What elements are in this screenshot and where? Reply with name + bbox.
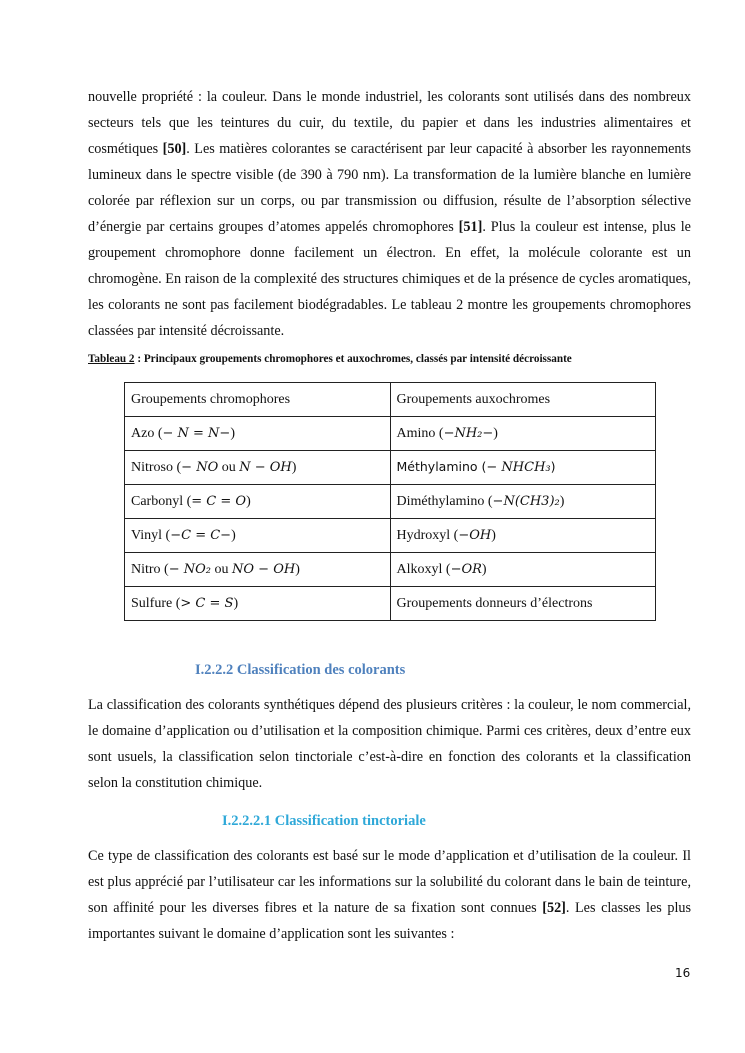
tinctorial-paragraph [88,843,691,947]
page-number: 16 [675,966,691,980]
paragraph-text: nouvelle propriété : la couleur. Dans le monde industriel, les colorants sont utilisés dans des nombreux secteurs tels que les teintures du cuir, du textile, du papier et dans les industries alimentaires et cosmétiques [88,89,691,157]
table-caption-label: Tableau 2 [88,353,135,365]
chromophore-cell: Sulfure (> C = S) [125,587,391,621]
table-row [125,587,656,621]
chromophore-table [124,382,656,621]
table-row [125,485,656,519]
auxochrome-cell: Amino (−NH₂−) [390,417,656,451]
auxochrome-cell: Méthylamino (− NHCH₃) [390,451,656,485]
table-caption-text: : Principaux groupements chromophores et auxochromes, classés par intensité décroissante [134,353,572,365]
table-row [125,417,656,451]
chromophore-cell: Azo (− N = N−) [125,417,391,451]
auxochrome-cell: Groupements donneurs d’électrons [390,587,656,621]
paragraph-text: . Plus la couleur est intense, plus le groupement chromophore donne facilement un électron. En effet, la molécule colorante est un chromogène. En raison de la complexité des structures chimiques et de la présence de cycles aromatiques, les colorants ne sont pas facilement biodégradables. Le tableau 2 montre les groupements chromophores classées par intensité décroissante. [88,219,691,339]
citation-ref: [51] [458,219,483,235]
citation-ref: [50] [162,141,187,157]
table-header-row [125,383,656,417]
subsection-heading: I.2.2.2.1 Classification tinctoriale [222,813,426,829]
intro-paragraph [88,84,691,344]
auxochrome-cell: Hydroxyl (−OH) [390,519,656,553]
paragraph-text: . Les classes les plus importantes suivant le domaine d’application sont les suivantes : [88,900,691,942]
classification-paragraph: La classification des colorants synthétiques dépend des plusieurs critères : la couleur, le nom commercial, le domaine d’application ou d’utilisation et la composition chimique. Parmi ces critères, deux d’entre eux sont usuels, la classification selon tinctoriale c’est-à-dire en fonction des colorants et la classification selon la constitution chimique. [88,697,691,791]
table-row [125,451,656,485]
chromophore-cell: Nitroso (− NO ou N − OH) [125,451,391,485]
auxochrome-cell: Alkoxyl (−OR) [390,553,656,587]
table-row [125,519,656,553]
chromophore-cell: Vinyl (−C = C−) [125,519,391,553]
auxochrome-cell: Diméthylamino (−N(CH3)₂) [390,485,656,519]
table-header-cell: Groupements auxochromes [390,383,656,417]
citation-ref: [52] [542,900,566,916]
table-header-cell: Groupements chromophores [125,383,391,417]
section-heading: I.2.2.2 Classification des colorants [195,662,406,678]
chromophore-cell: Nitro (− NO₂ ou NO − OH) [125,553,391,587]
chromophore-cell: Carbonyl (= C = O) [125,485,391,519]
paragraph-text: Ce type de classification des colorants est basé sur le mode d’application et d’utilisation de la couleur. Il est plus apprécié par l’utilisateur car les informations sur la solubilité du colorant dans le bain de teinture, son affinité pour les diverses fibres et la nature de sa fixation sont connues [88,848,691,916]
paragraph-text: . Les matières colorantes se caractérisent par leur capacité à absorber les rayonnements lumineux dans le spectre visible (de 390 à 790 nm). La transformation de la lumière blanche en lumière colorée par réflexion sur un corps, ou par transmission ou diffusion, résulte de l’absorption sélective d’énergie par certains groupes d’atomes appelés chromophores [88,141,691,235]
table-caption [88,353,708,365]
table-row [125,553,656,587]
